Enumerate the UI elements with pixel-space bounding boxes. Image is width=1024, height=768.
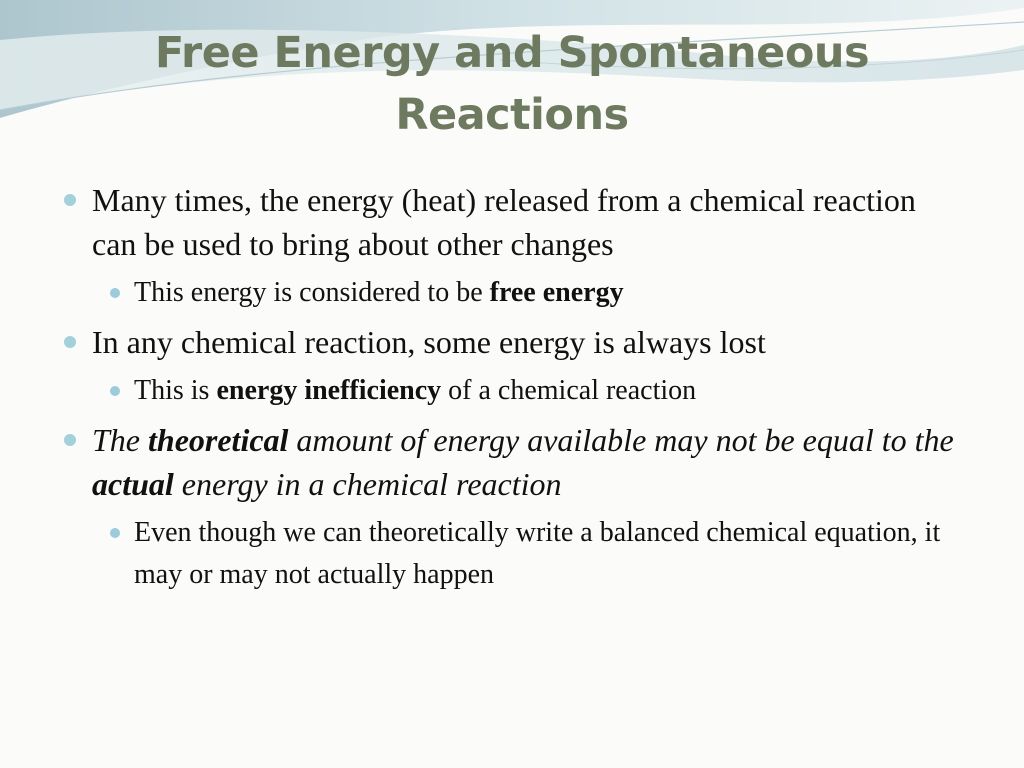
bullet-text: The [92,422,148,458]
bullet-text: of a chemical reaction [441,375,697,406]
bullet-dot-icon [64,336,76,348]
bold-term: free energy [489,277,624,308]
bullet-dot-icon [64,194,76,206]
bullet-dot-icon [110,528,120,538]
bullet-text: energy in a chemical reaction [173,466,562,502]
title-line-2: Reactions [395,90,629,140]
sub-bullet-item [62,370,962,412]
bullet-text: In any chemical reaction, some energy is always lost [92,324,766,360]
bullet-text: Many times, the energy (heat) released from a chemical reaction can be used to bring about other changes [92,182,916,262]
sub-bullet-item [62,512,962,596]
slide-title [100,22,924,146]
bullet-text: Even though we can theoretically write a balanced chemical equation, it may or may not actually happen [134,517,941,590]
bullet-text: amount of energy available may not be equal to the [288,422,954,458]
bold-term: energy inefficiency [216,375,442,406]
bold-term: actual [92,466,174,502]
bullet-text: This is [134,375,217,406]
bullet-dot-icon [110,386,120,396]
bullet-text: This energy is considered to be [134,277,490,308]
bullet-item [62,178,962,266]
sub-bullet-item [62,272,962,314]
bold-term: theoretical [148,422,289,458]
title-line-1: Free Energy and Spontaneous [154,28,870,78]
bullet-item [62,418,962,506]
bullet-list [62,178,962,602]
bullet-dot-icon [64,434,76,446]
bullet-dot-icon [110,288,120,298]
bullet-item [62,320,962,364]
